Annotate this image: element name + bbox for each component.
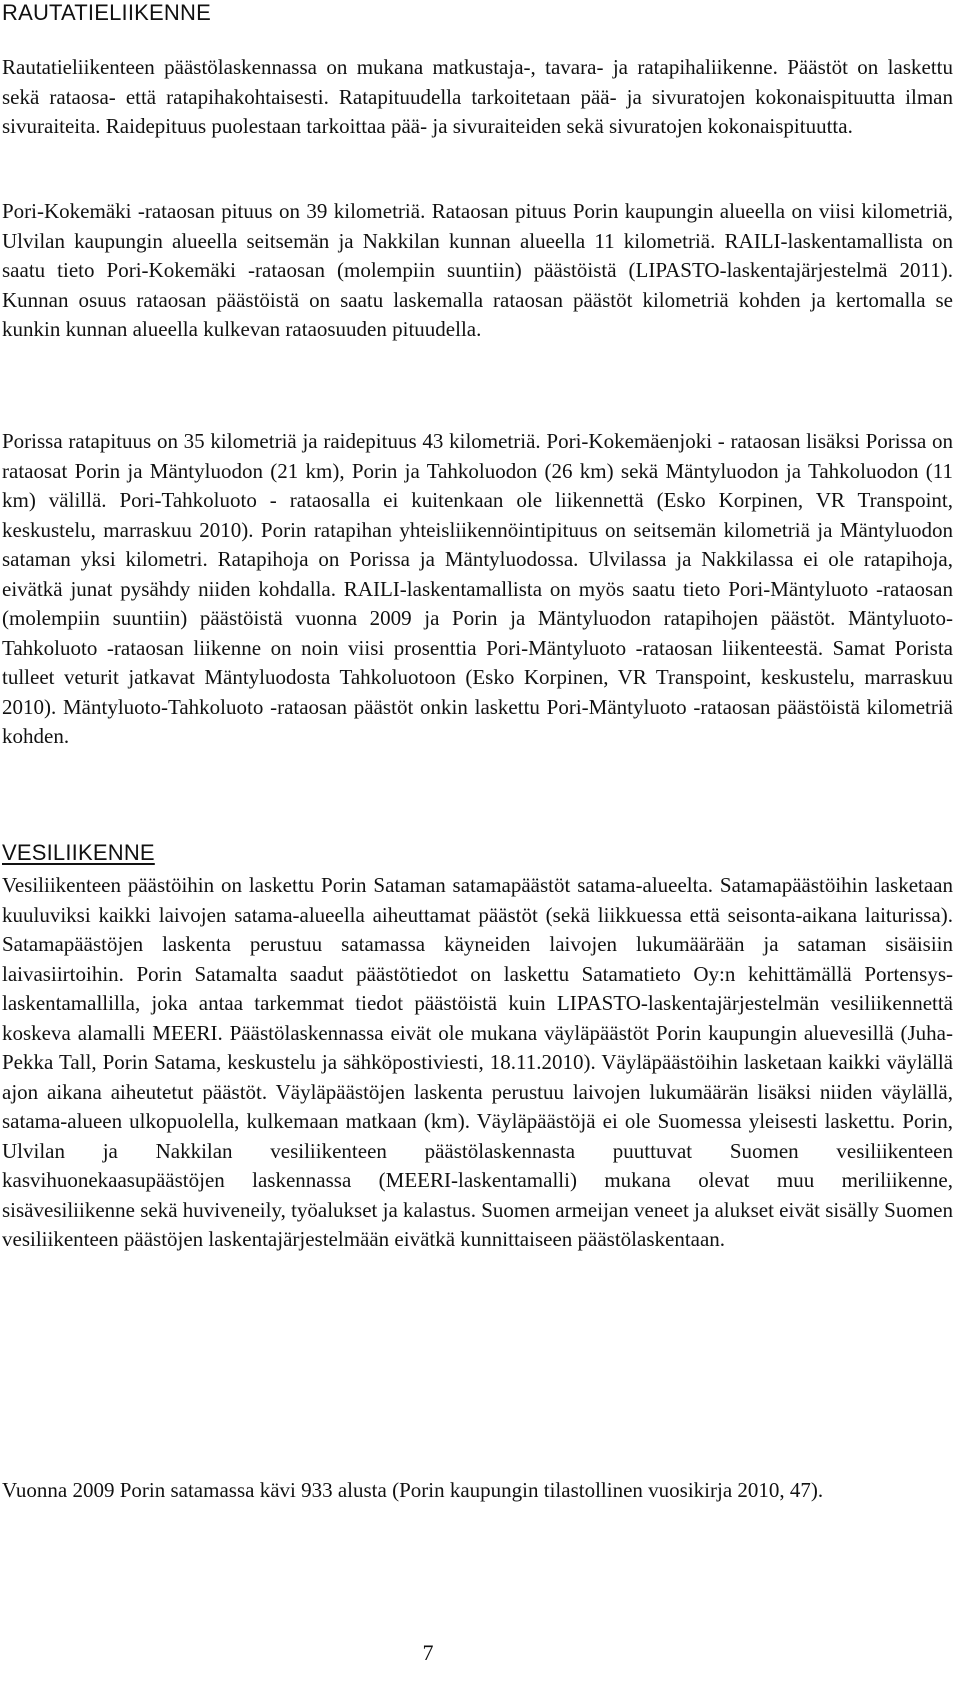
section-heading-rail-text: RAUTATIELIIKENNE xyxy=(2,0,211,25)
rail-paragraph-2: Pori-Kokemäki -rataosan pituus on 39 kilometriä. Rataosan pituus Porin kaupungin alueella on viisi kilometriä, Ulvilan kaupungin alueella seitsemän ja Nakkilan kunnan alueella 11 kilometriä. RAILI-laskentamallista on saatu tieto Pori-Kokemäki -rataosan (molempiin suuntiin) päästöistä (LIPASTO-laskentajärjestelmä 2011). Kunnan osuus rataosan päästöistä on saatu laskemalla rataosan päästöt kilometriä kohden ja kertomalla se kunkin kunnan alueella kulkevan rataosuuden pituudella. xyxy=(2,199,953,341)
section-heading-water-text: VESILIIKENNE xyxy=(2,840,155,865)
water-paragraph-1: Vesiliikenteen päästöihin on laskettu Porin Sataman satamapäästöt satama-alueelta. Satamapäästöihin lasketaan kuuluviksi kaikki laivojen satama-alueella aiheuttamat päästöt (sekä liikkuessa että seisonta-aikana laiturissa). Satamapäästöjen laskenta perustuu satamassa käyneiden laivojen lukumäärään ja sataman sisäisiin laivasiirtoihin. Porin Satamalta saadut päästötiedot on laskettu Satamatieto Oy:n kehittämällä Portensys-laskentamallilla, joka antaa tarkemmat tiedot päästöistä kuin LIPASTO-laskentajärjestelmän vesiliikennettä koskeva alamalli MEERI. Päästölaskennassa eivät ole mukana väyläpäästöt Porin kaupungin aluevesillä (Juha-Pekka Tall, Porin Satama, keskustelu ja sähköpostiviesti, 18.11.2010). Väyläpäästöihin lasketaan kaikki väylällä ajon aikana aiheutetut päästöt. Väyläpäästöjen laskenta perustuu laivojen lukumäärän lisäksi niiden väylällä, satama-alueen ulkopuolella, kulkemaan matkaan (km). Väyläpäästöjä ei ole Suomessa yleisesti laskettu. Porin, Ulvilan ja Nakkilan vesiliikenteen päästölaskennasta puuttuvat Suomen vesiliikenteen kasvihuonekaasupäästöjen laskennassa (MEERI-laskentamalli) mukana olevat muu meriliikenne, sisävesiliikenne sekä huviveneily, työalukset ja kalastus. Suomen armeijan veneet ja alukset eivät sisälly Suomen vesiliikenteen päästöjen laskentajärjestelmään eivätkä kunnittaiseen päästölaskentaan. xyxy=(2,873,953,1251)
section-heading-water xyxy=(2,840,155,866)
section-heading-rail xyxy=(2,0,211,26)
page-number: 7 xyxy=(422,1640,434,1665)
rail-paragraph-1: Rautatieliikenteen päästölaskennassa on mukana matkustaja-, tavara- ja ratapihaliikenne. Päästöt on laskettu sekä rataosa- että ratapihakohtaisesti. Ratapituudella tarkoitetaan pää- ja sivuratojen kokonaispituutta ilman sivuraiteita. Raidepituus puolestaan tarkoittaa pää- ja sivuraiteiden sekä sivuratojen kokonaispituutta. xyxy=(2,55,953,138)
water-paragraph-2: Vuonna 2009 Porin satamassa kävi 933 alusta (Porin kaupungin tilastollinen vuosikirja 2010, 47). xyxy=(2,1478,824,1502)
rail-paragraph-3: Porissa ratapituus on 35 kilometriä ja raidepituus 43 kilometriä. Pori-Kokemäenjoki - rataosan lisäksi Porissa on rataosat Porin ja Mäntyluodon (21 km), Porin ja Tahkoluodon (26 km) sekä Mäntyluodon ja Tahkoluodon (11 km) välillä. Pori-Tahkoluoto - rataosalla ei kuitenkaan ole liikennettä (Esko Korpinen, VR Transpoint, keskustelu, marraskuu 2010). Porin ratapihan yhteisliikennöintipituus on seitsemän kilometriä ja Mäntyluodon sataman yksi kilometri. Ratapihoja on Porissa ja Mäntyluodossa. Ulvilassa ja Nakkilassa ei ole ratapihoja, eivätkä junat pysähdy niiden kohdalla. RAILI-laskentamallista on myös saatu tieto Pori-Mäntyluoto -rataosan (molempiin suuntiin) päästöistä vuonna 2009 ja Porin ja Mäntyluodon ratapihojen päästöt. Mäntyluoto-Tahkoluoto -rataosan liikenne on noin viisi prosenttia Pori-Mäntyluoto -rataosan liikenteestä. Samat Porista tulleet veturit jatkavat Mäntyluodosta Tahkoluotoon (Esko Korpinen, VR Transpoint, keskustelu, marraskuu 2010). Mäntyluoto-Tahkoluoto -rataosan päästöt onkin laskettu Pori-Mäntyluoto -rataosan päästöistä kilometriä kohden. xyxy=(2,429,953,748)
